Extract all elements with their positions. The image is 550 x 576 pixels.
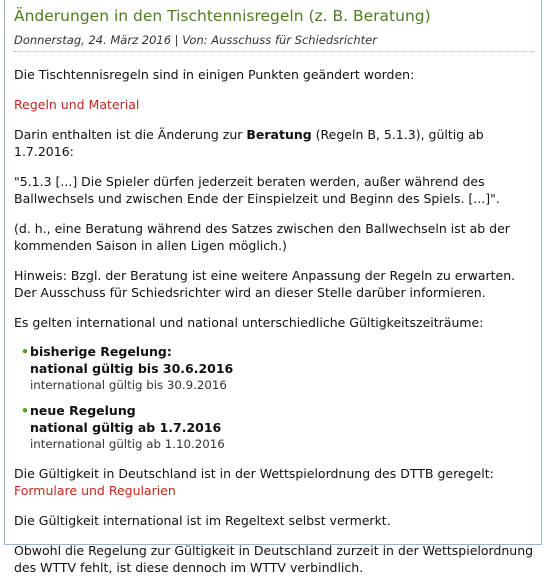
bullet-icon: • <box>21 344 29 359</box>
rule-name: bisherige Regelung: <box>30 344 172 359</box>
rule-national: national gültig bis 30.6.2016 <box>30 361 234 376</box>
explanation-text: (d. h., eine Beratung während des Satzes zwischen den Ballwechseln ist ab der kommenden Saison in allen Ligen möglich.) <box>14 221 510 253</box>
rule-international: international gültig bis 30.9.2016 <box>30 378 227 392</box>
news-article <box>4 0 542 575</box>
rule-national: national gültig ab 1.7.2016 <box>30 420 222 435</box>
change-prefix: Darin enthalten ist die Änderung zur <box>14 127 247 142</box>
rule-periods-list <box>14 343 541 453</box>
rule-international: international gültig ab 1.10.2016 <box>30 437 225 451</box>
forms-and-regulations-link[interactable]: Formulare und Regularien <box>14 483 176 498</box>
final-text: Obwohl die Regelung zur Gültigkeit in Deutschland zurzeit in der Wettspielordnung des WTTV fehlt, ist diese dennoch im WTTV verbindlich. <box>14 543 534 575</box>
list-item <box>22 343 541 394</box>
rule-name: neue Regelung <box>30 403 136 418</box>
bullet-icon: • <box>21 403 29 418</box>
periods-intro: Es gelten international und national unterschiedliche Gültigkeitszeiträume: <box>14 315 484 330</box>
list-item <box>22 402 541 453</box>
change-bold: Beratung <box>246 127 312 142</box>
intro-text: Die Tischtennisregeln sind in einigen Punkten geändert worden: <box>14 67 415 82</box>
rules-and-material-link[interactable]: Regeln und Material <box>14 97 140 112</box>
change-suffix: (Regeln B, 5.1.3), gültig ab 1.7.2016: <box>14 127 484 159</box>
germany-validity-text: Die Gültigkeit in Deutschland ist in der Wettspielordnung des DTTB geregelt: <box>14 466 494 481</box>
germany-text <box>14 465 541 499</box>
change-text <box>14 126 541 160</box>
article-meta: Donnerstag, 24. März 2016 | Von: Ausschuss für Schiedsrichter <box>14 29 534 52</box>
hint-text: Hinweis: Bzgl. der Beratung ist eine weitere Anpassung der Regeln zu erwarten. Der Ausschuss für Schiedsrichter wird an dieser Stelle darüber informieren. <box>14 268 516 300</box>
international-text: Die Gültigkeit international ist im Regeltext selbst vermerkt. <box>14 513 391 528</box>
rules-link-paragraph <box>14 96 541 113</box>
article-title: Änderungen in den Tischtennisregeln (z. B. Beratung) <box>14 7 431 25</box>
rule-quote: "5.1.3 [...] Die Spieler dürfen jederzeit beraten werden, außer während des Ballwechsels und zwischen Ende der Einspielzeit und Beginn des Spiels. [...]". <box>14 174 500 206</box>
